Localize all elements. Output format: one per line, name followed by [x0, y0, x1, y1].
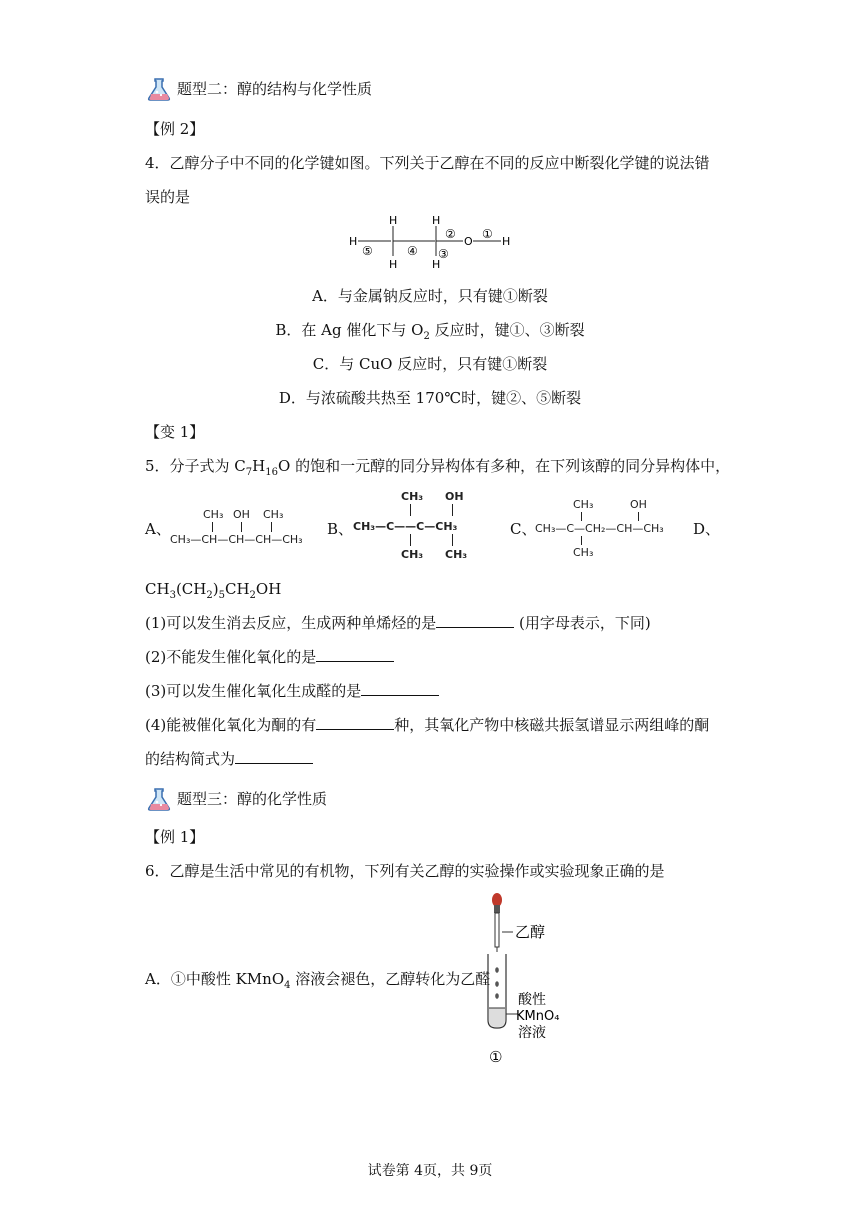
answer-blank-4[interactable]: [316, 715, 394, 730]
test-tube: [488, 954, 506, 1028]
bond-lines: [358, 226, 501, 256]
dropper-label: 乙醇: [515, 923, 546, 941]
q5-label-b: B、: [327, 520, 354, 538]
section-title: 题型三：醇的化学性质: [177, 790, 328, 808]
q4-stem-line1: 4．乙醇分子中不同的化学键如图。下列关于乙醇在不同的反应中断裂化学键的说法错: [145, 154, 710, 172]
q5-part-1: (1)可以发生消去反应，生成两种单烯烃的是 (用字母表示，下同): [145, 614, 651, 632]
q5-part-3: (3)可以发生催化氧化生成醛的是: [145, 680, 439, 702]
section-title: 题型二：醇的结构与化学性质: [177, 80, 373, 98]
tube-label-2: KMnO₄: [516, 1009, 560, 1024]
q5-label-c: C、: [510, 520, 537, 538]
q5-part-4: (4)能被催化氧化为酮的有 种，其氧化产物中核磁共振氢谱显示两组峰的酮: [145, 716, 710, 734]
tube-label-3: 溶液: [518, 1025, 546, 1041]
atom-h-right: H: [502, 235, 511, 248]
q4-option-b: B．在 Ag 催化下与 $O_2$ 反应时，键①、③断裂: [275, 321, 585, 342]
q5-label-d: D、: [693, 520, 721, 538]
atom-h-c1-top: H: [389, 214, 398, 227]
test-tube-figure: [478, 890, 578, 1070]
section-heading-3: [145, 786, 327, 812]
q4-option-c: C．与 CuO 反应时，只有键①断裂: [312, 355, 548, 373]
page-footer: 试卷第 4页，共 9页: [367, 1163, 493, 1179]
q4-option-a: A．与金属钠反应时，只有键①断裂: [312, 287, 548, 305]
flask-icon: [145, 76, 173, 102]
example-tag: 【例 1】: [145, 828, 205, 846]
flask-icon: [145, 786, 173, 812]
bond-label-4: ④: [407, 244, 418, 258]
q4-stem-line2: 误的是: [145, 188, 191, 206]
bond-label-3: ③: [438, 247, 449, 261]
structure-c: CH₃ OH CH₃—C—CH₂—CH—CH₃ CH₃: [535, 498, 664, 559]
atom-h-left: H: [349, 235, 358, 248]
structure-d: $CH_3(CH_2)_5CH_2OH$: [145, 580, 282, 601]
q5-part-4-line2: 的结构简式为: [145, 748, 313, 770]
structure-a: CH₃ OH CH₃ CH₃—CH—CH—CH—CH₃: [170, 508, 303, 546]
q4-option-d: D．与浓硫酸共热至 170℃时，键②、⑤断裂: [278, 389, 582, 407]
atom-o: O: [464, 235, 473, 248]
figure-index: ①: [489, 1048, 503, 1066]
bond-label-2: ②: [445, 227, 456, 241]
answer-blank-3[interactable]: [361, 681, 439, 696]
bond-label-1: ①: [482, 227, 493, 241]
example-tag: 【例 2】: [145, 120, 205, 138]
q5-part-2: (2)不能发生催化氧化的是: [145, 646, 394, 668]
variant-tag: 【变 1】: [145, 423, 205, 441]
structure-b: CH₃ OH CH₃—C——C—CH₃ CH₃ CH₃: [353, 490, 468, 561]
q5-stem: 5．分子式为 $C_7H_{16}O$ 的饱和一元醇的同分异构体有多种，在下列该醇的同分异构体中，: [145, 457, 731, 478]
atom-h-c2-top: H: [432, 214, 441, 227]
answer-blank-2[interactable]: [316, 647, 394, 662]
answer-blank-1[interactable]: [436, 613, 514, 628]
tube-label-1: 酸性: [518, 992, 546, 1008]
q6-option-a: A．①中酸性 KMnO$_4$ 溶液会褪色，乙醇转化为乙醛: [145, 970, 491, 991]
ethanol-bond-diagram: [345, 210, 525, 272]
bond-label-5: ⑤: [362, 244, 373, 258]
q5-label-a: A、: [145, 520, 171, 538]
atom-h-c2-bottom: H: [432, 258, 441, 271]
dropper: [492, 893, 502, 952]
section-heading-2: [145, 76, 372, 102]
q6-stem: 6．乙醇是生活中常见的有机物，下列有关乙醇的实验操作或实验现象正确的是: [145, 862, 665, 880]
answer-blank-5[interactable]: [235, 749, 313, 764]
atom-h-c1-bottom: H: [389, 258, 398, 271]
